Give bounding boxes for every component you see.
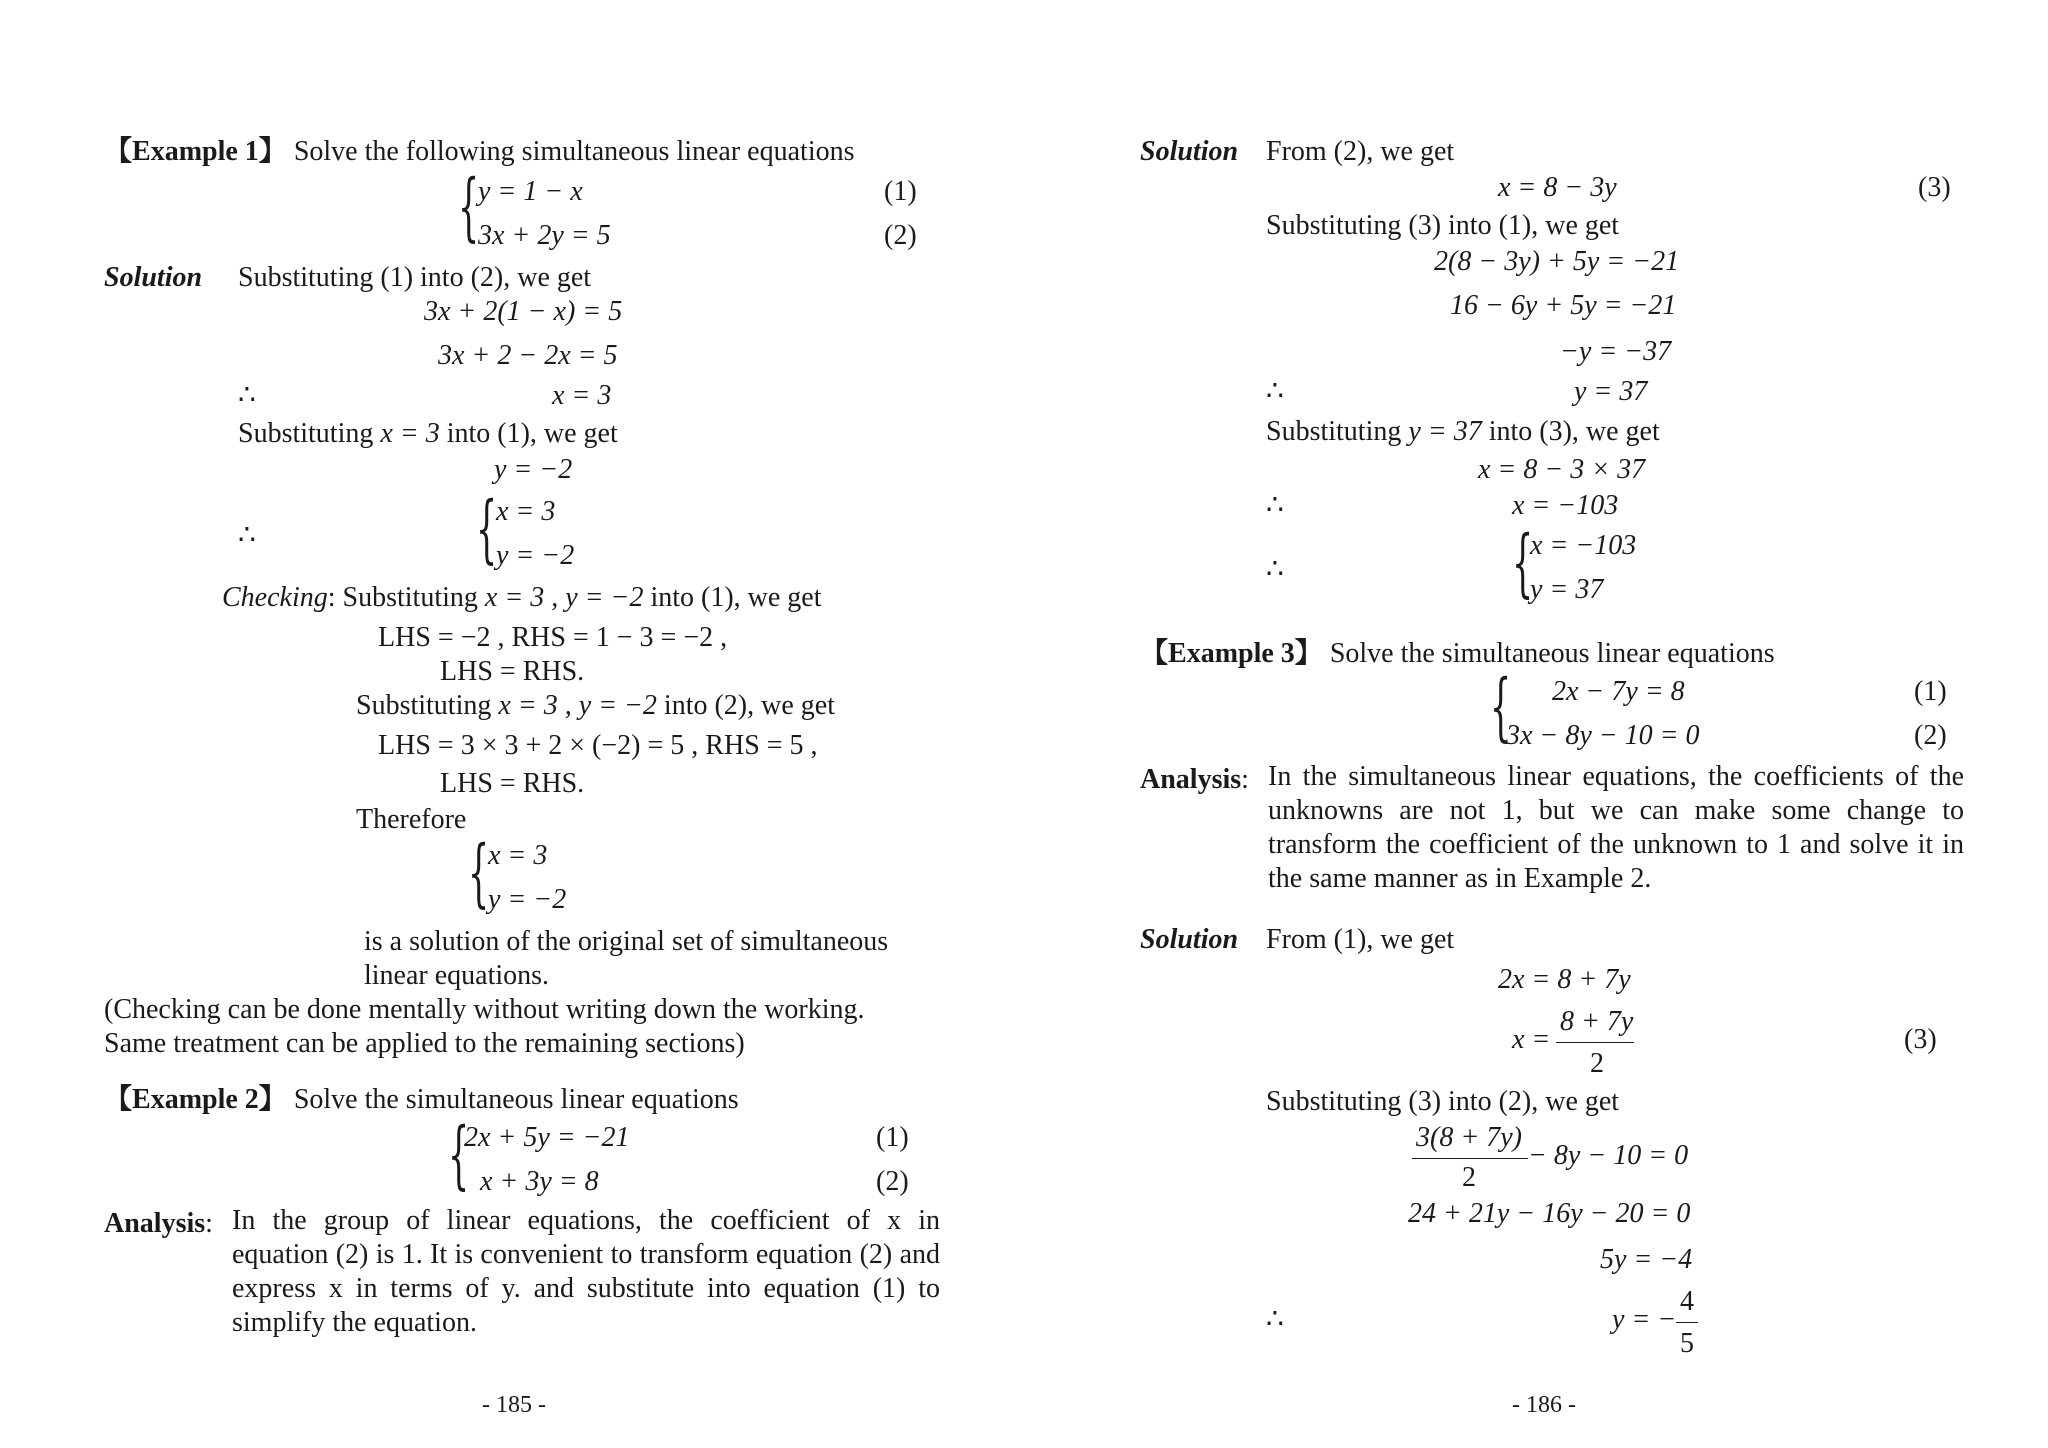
fraction-lhs: y = − [1612,1304,1677,1335]
inline-math: x = 3 [380,418,440,449]
analysis-word: Analysis [104,1208,206,1239]
equation-1: y = 1 − x [478,176,583,207]
colon: : [1241,764,1249,795]
substitution-step [238,420,618,448]
equation-tag-2: (2) [884,220,917,251]
math-line: x = 8 − 3 × 37 [1478,454,1646,485]
check-values: LHS = −2 , RHS = 1 − 3 = −2 , [378,622,728,653]
analysis-text: In the simultaneous linear equations, the coefficients of the unknowns are not 1, but we can make some change to transform the coefficient of the unknown to 1 and solve it in the same manner as in Example 2. [1268,761,1964,894]
solution-y: y = −2 [488,884,567,915]
example-prompt: Solve the simultaneous linear equations [1329,638,1775,669]
example-label: Example 2 [132,1084,259,1115]
equation-tag: (3) [1918,172,1951,203]
text: into (3), we get [1488,416,1660,447]
math-line: 5y = −4 [1600,1244,1693,1275]
check-result: LHS = RHS. [440,768,585,799]
solution-label: Solution [104,262,203,293]
math-line: x = −103 [1512,490,1619,521]
inline-math: y = 37 [1408,416,1482,447]
math-line: 3x + 2(1 − x) = 5 [424,296,623,327]
analysis-word: Analysis [1140,764,1242,795]
equation-tag-1: (1) [1914,676,1947,707]
example-1-heading [104,138,855,166]
page-number: - 186 - [1512,1392,1576,1418]
bracket-close: 】 [1294,638,1323,669]
solution-x: x = 3 [488,840,548,871]
substitution-step [1266,418,1660,446]
example-prompt: Solve the following simultaneous linear equations [293,136,855,167]
fraction-bar [1556,1042,1634,1043]
math-line: 2x = 8 + 7y [1498,964,1631,995]
equation-tag-2: (2) [876,1166,909,1197]
page-number: - 185 - [482,1392,546,1418]
solution-y: y = 37 [1530,574,1604,605]
math-line: 16 − 6y + 5y = −21 [1450,290,1677,321]
math-line: y = −2 [494,454,573,485]
checking-line [356,692,835,720]
text: Substituting [1266,416,1402,447]
solution-step: Substituting (1) into (2), we get [238,262,592,293]
fraction-bar [1412,1158,1528,1159]
text: Substituting [238,418,374,449]
example-2-heading [104,1086,739,1114]
therefore-word: Therefore [356,804,467,835]
math-line: −y = −37 [1560,336,1672,367]
example-prompt: Solve the simultaneous linear equations [293,1084,739,1115]
text: into (1), we get [446,418,618,449]
solution-label: Solution [1140,924,1239,955]
fraction-numerator: 4 [1680,1286,1694,1317]
system-brace: { [448,1112,470,1198]
conclusion-line: is a solution of the original set of simultaneous [364,926,889,957]
equation-tag-1: (1) [884,176,917,207]
math-line: y = 37 [1574,376,1648,407]
solution-x: x = 3 [496,496,556,527]
bracket-open: 【 [104,136,133,167]
checking-label: Checking [222,582,328,613]
checking-line [222,584,822,612]
fraction-denominator: 2 [1590,1048,1604,1079]
system-brace: { [458,164,480,250]
equation-1: 2x − 7y = 8 [1552,676,1685,707]
solution-x: x = −103 [1530,530,1637,561]
system-brace: { [468,830,490,916]
conclusion-line: linear equations. [364,960,550,991]
note-line: (Checking can be done mentally without writing down the working. [104,994,865,1025]
example-label: Example 1 [132,136,259,167]
example-3-heading [1140,640,1775,668]
bracket-close: 】 [258,1084,287,1115]
check-values: LHS = 3 × 3 + 2 × (−2) = 5 , RHS = 5 , [378,730,818,761]
fraction-denominator: 5 [1680,1328,1694,1359]
check-result: LHS = RHS. [440,656,585,687]
analysis-text: In the group of linear equations, the coefficient of x in equation (2) is 1. It is convenient to transform equation (2) and express x in terms of y. and substitute into equation (1) to simplify the equation. [232,1205,940,1338]
therefore-symbol: ∴ [1266,1304,1284,1335]
system-brace: { [1490,664,1512,750]
bracket-close: 】 [258,136,287,167]
equation-1: 2x + 5y = −21 [464,1122,630,1153]
bracket-open: 【 [1140,638,1169,669]
math-line: x = 8 − 3y [1498,172,1617,203]
fraction-lhs: x = [1512,1024,1551,1055]
therefore-symbol: ∴ [1266,376,1284,407]
solution-step: Substituting (3) into (1), we get [1266,210,1620,241]
equation-tag-1: (1) [876,1122,909,1153]
text: into (1), we get [650,582,822,613]
solution-y: y = −2 [496,540,575,571]
text: into (2), we get [663,690,835,721]
equation-2: x + 3y = 8 [480,1166,599,1197]
inline-math: x = 3 , y = −2 [498,690,657,721]
bracket-open: 【 [104,1084,133,1115]
fraction-numerator: 8 + 7y [1560,1006,1634,1037]
therefore-symbol: ∴ [238,380,256,411]
note-line: Same treatment can be applied to the remaining sections) [104,1028,745,1059]
solution-label: Solution [1140,136,1239,167]
analysis-label [104,1210,213,1238]
example-label: Example 3 [1168,638,1295,669]
equation-2: 3x − 8y − 10 = 0 [1506,720,1700,751]
solution-step: Substituting (3) into (2), we get [1266,1086,1620,1117]
text: Substituting [356,690,492,721]
math-line: x = 3 [552,380,612,411]
math-line: 3x + 2 − 2x = 5 [438,340,618,371]
solution-step: From (2), we get [1266,136,1455,167]
equation-tag-2: (2) [1914,720,1947,751]
therefore-symbol: ∴ [238,520,256,551]
math-line: − 8y − 10 = 0 [1528,1140,1689,1171]
math-line: 24 + 21y − 16y − 20 = 0 [1408,1198,1691,1229]
text: : Substituting [327,582,478,613]
equation-2: 3x + 2y = 5 [478,220,611,251]
colon: : [205,1208,213,1239]
equation-tag: (3) [1904,1024,1937,1055]
system-brace: { [476,486,498,572]
fraction-numerator: 3(8 + 7y) [1416,1122,1522,1153]
inline-math: x = 3 , y = −2 [484,582,644,613]
therefore-symbol: ∴ [1266,554,1284,585]
math-line: 2(8 − 3y) + 5y = −21 [1434,246,1680,277]
fraction-bar [1676,1322,1698,1323]
therefore-symbol: ∴ [1266,490,1284,521]
fraction-denominator: 2 [1462,1162,1476,1193]
analysis-label [1140,766,1249,794]
solution-step: From (1), we get [1266,924,1455,955]
system-brace: { [1512,520,1534,606]
